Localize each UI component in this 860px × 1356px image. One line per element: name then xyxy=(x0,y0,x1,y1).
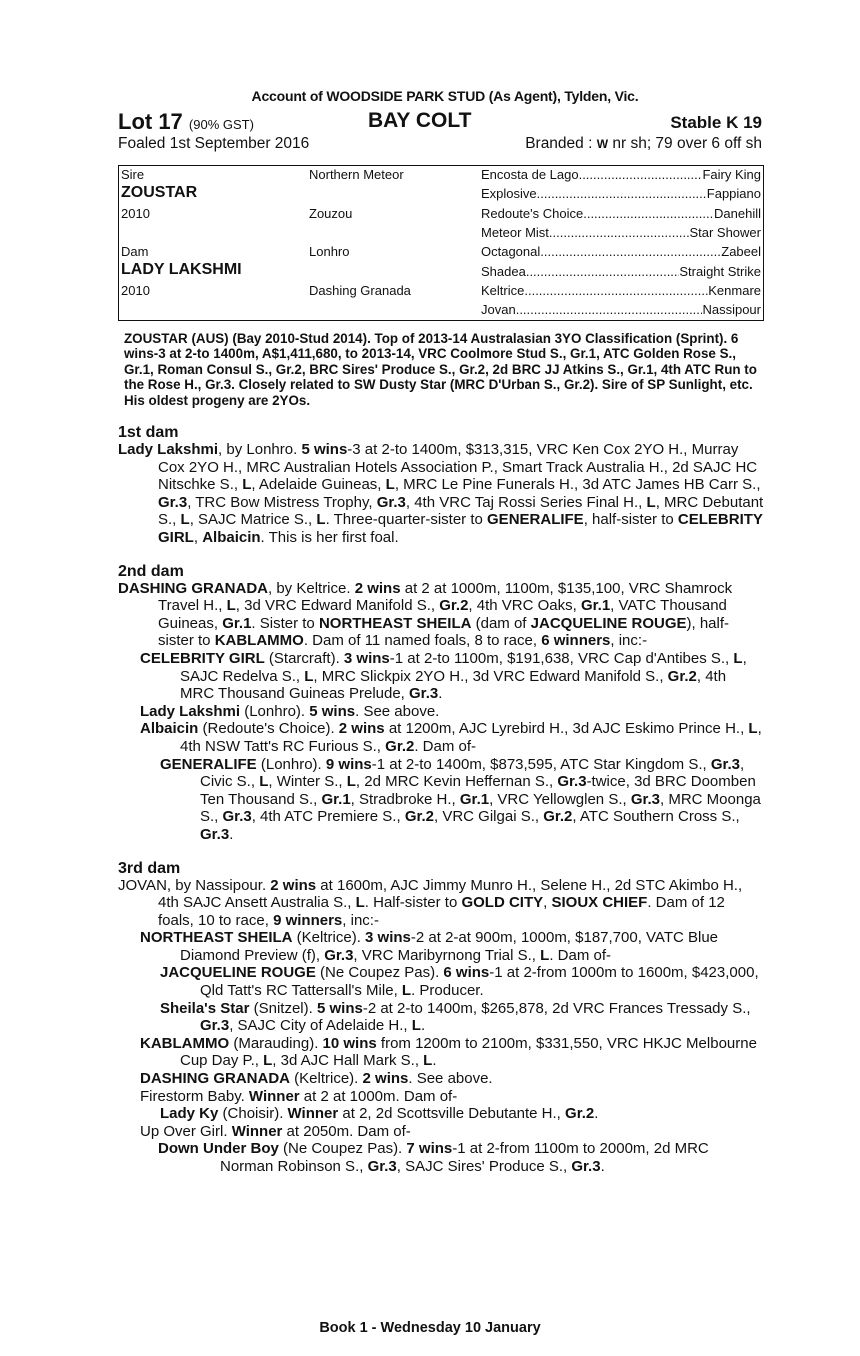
text: (Ne Coupez Pas). xyxy=(315,964,444,982)
text: , Civic S., xyxy=(200,755,745,791)
bold-text: Winner xyxy=(231,1122,283,1140)
text: at 1600m, AJC Jimmy Munro H., Selene H., 2d STC Akimbo H., 4th SAJC Ansett Australia S., xyxy=(158,876,743,912)
bold-text: 3 wins xyxy=(343,649,390,667)
bold-text: Gr.3 xyxy=(630,790,661,808)
sire-name: ZOUSTAR xyxy=(121,184,198,201)
bold-text: Lady Lakshmi xyxy=(140,702,241,720)
bold-text: Down Under Boy xyxy=(158,1140,279,1158)
bold-text: L xyxy=(646,493,656,511)
grandsire-maternal: Lonhro xyxy=(309,244,350,259)
branded-label: Branded : xyxy=(525,135,593,152)
text: at 2 at 1000m. Dam of- xyxy=(299,1087,458,1105)
progeny-entry xyxy=(118,929,764,964)
text: . Sister to xyxy=(251,614,319,632)
bold-text: Gr.1 xyxy=(321,790,351,808)
text: -2 at 2-at 900m, 1000m, $187,700, VATC Blue Diamond Preview (f), xyxy=(180,929,719,964)
bold-text: Gr.1 xyxy=(580,597,611,615)
text: . xyxy=(600,1158,605,1175)
gen3-row: Meteor Mist ..... Star Shower xyxy=(481,225,761,240)
bold-text: Gr.3 xyxy=(324,946,354,964)
bold-text: JACQUELINE ROUGE xyxy=(160,964,316,982)
third-dam-heading: 3rd dam xyxy=(118,859,181,877)
text: , Winter S., xyxy=(268,773,347,791)
brand-info xyxy=(525,135,762,153)
bold-text: 6 wins xyxy=(443,964,490,982)
bold-text: 2 wins xyxy=(354,579,401,597)
text: , Adelaide Guineas, xyxy=(251,476,386,494)
text: , half-sister to xyxy=(583,511,678,529)
text: . Producer. xyxy=(411,982,484,1000)
text: at 2 at 1000m, 1100m, $135,100, VRC Shamrock Travel H., xyxy=(158,579,733,615)
bold-text: L xyxy=(180,511,190,529)
third-dam-entries xyxy=(118,877,764,1176)
bold-text: SIOUX CHIEF xyxy=(551,894,648,912)
progeny-entry xyxy=(118,1000,764,1035)
bold-text: Albaicin xyxy=(202,529,261,546)
catalogue-page xyxy=(118,88,764,1176)
bold-text: L xyxy=(304,667,314,685)
bold-text: GOLD CITY xyxy=(461,894,544,912)
progeny-entry xyxy=(118,1105,764,1123)
text: . xyxy=(432,1052,437,1070)
sire-label: Sire xyxy=(121,167,145,182)
progeny-entry xyxy=(118,720,764,755)
progeny-entry xyxy=(118,1088,764,1106)
text: . Dam of- xyxy=(414,737,477,755)
text: . See above. xyxy=(355,702,440,720)
dam-year: 2010 xyxy=(121,283,150,298)
text: , 4th VRC Oaks, xyxy=(468,597,581,615)
bold-text: NORTHEAST SHEILA xyxy=(140,929,293,947)
bold-text: JACQUELINE ROUGE xyxy=(530,614,687,632)
text: . See above. xyxy=(408,1070,493,1088)
sire-year: 2010 xyxy=(121,206,150,221)
bold-text: Gr.3 xyxy=(158,493,188,511)
bold-text: 2 wins xyxy=(270,876,317,894)
text: , MRC Slickpix 2YO H., 3d VRC Edward Manifold S., xyxy=(313,667,668,685)
bold-text: NORTHEAST SHEILA xyxy=(318,614,472,632)
progeny-entry xyxy=(118,1140,764,1175)
first-dam-section xyxy=(118,424,764,547)
text: at 1200m, AJC Lyrebird H., 3d AJC Eskimo Prince H., xyxy=(384,720,749,738)
bold-text: 2 wins xyxy=(338,720,385,738)
text: (Lonhro). xyxy=(240,702,310,720)
bold-text: 5 wins xyxy=(301,441,348,459)
bold-text: Gr.3 xyxy=(710,755,741,773)
bold-text: 9 wins xyxy=(325,755,372,773)
lot-label: Lot 17 xyxy=(118,109,183,134)
text: , MRC Le Pine Funerals H., 3d ATC James HB Carr S., xyxy=(394,476,761,494)
bold-text: L xyxy=(346,773,356,791)
text: , SAJC Redelva S., xyxy=(180,649,747,685)
text: -twice, 3d BRC Doomben Ten Thousand S., xyxy=(200,773,756,808)
text: -1 at 2-from 1100m to 2000m, 2d MRC Norman Robinson S., xyxy=(220,1140,709,1175)
text: , SAJC Matrice S., xyxy=(189,511,317,529)
text: -1 at 2-from 1000m to 1600m, $423,000, Qld Tatt's RC Tattersall's Mile, xyxy=(200,964,759,1000)
text: (dam of xyxy=(471,614,531,632)
bold-text: L xyxy=(540,946,550,964)
text: (Starcraft). xyxy=(264,649,344,667)
bold-text: DASHING GRANADA xyxy=(140,1070,290,1088)
text: JOVAN, by Nassipour. xyxy=(118,876,271,894)
bold-text: L xyxy=(259,773,269,791)
text: . Half-sister to xyxy=(364,894,462,912)
text: , VATC Thousand Guineas, xyxy=(158,597,727,632)
text: . Dam of- xyxy=(549,946,611,964)
pedigree-table xyxy=(118,165,764,321)
text: from 1200m to 2100m, $331,550, VRC HKJC Melbourne Cup Day P., xyxy=(180,1034,757,1070)
text: , by Lonhro. xyxy=(218,441,302,459)
stable-location: Stable K 19 xyxy=(670,113,762,132)
lot-number xyxy=(118,109,254,135)
text: (Marauding). xyxy=(229,1034,323,1052)
second-dam-section xyxy=(118,563,764,844)
text: , Stradbroke H., xyxy=(350,790,460,808)
dam-label: Dam xyxy=(121,244,149,259)
horse-title: BAY COLT xyxy=(368,109,472,132)
bold-text: Winner xyxy=(287,1105,339,1123)
text: , 4th VRC Taj Rossi Series Final H., xyxy=(405,493,647,511)
bold-text: 10 wins xyxy=(322,1034,377,1052)
bold-text: L xyxy=(748,720,758,738)
text: , inc:- xyxy=(610,632,648,650)
first-dam-heading: 1st dam xyxy=(118,424,179,442)
progeny-entry xyxy=(118,1035,764,1070)
bold-text: Gr.3 xyxy=(409,685,439,703)
text: , 4th NSW Tatt's RC Furious S., xyxy=(180,720,762,755)
progeny-entry xyxy=(118,580,764,650)
gen3-row: Redoute's Choice ..... Danehill xyxy=(481,206,761,221)
grandsire-paternal: Northern Meteor xyxy=(309,167,404,182)
text: , TRC Bow Mistress Trophy, xyxy=(187,493,377,511)
text: , VRC Yellowglen S., xyxy=(489,790,631,808)
bold-text: CELEBRITY GIRL xyxy=(140,649,265,667)
text: , xyxy=(193,529,203,546)
bold-text: L xyxy=(411,1017,421,1035)
progeny-entry xyxy=(118,703,764,721)
gst-note: (90% GST) xyxy=(188,117,254,132)
bold-text: Gr.3 xyxy=(557,773,587,791)
dam-name: LADY LAKSHMI xyxy=(121,261,242,278)
text: . xyxy=(438,685,443,703)
text: , VRC Maribyrnong Trial S., xyxy=(353,946,541,964)
text: . xyxy=(594,1105,599,1123)
bold-text: L xyxy=(263,1052,273,1070)
text: , inc:- xyxy=(342,911,379,929)
bold-text: Gr.3 xyxy=(376,493,406,511)
bold-text: L xyxy=(355,894,365,912)
bold-text: Albaicin xyxy=(140,720,199,738)
bold-text: 7 wins xyxy=(406,1140,453,1158)
text: , SAJC City of Adelaide H., xyxy=(229,1017,412,1035)
text: Firestorm Baby. xyxy=(140,1087,249,1105)
text: , MRC Moonga S., xyxy=(200,790,761,826)
text: (Keltrice). xyxy=(292,929,366,947)
text: -2 at 2-to 1400m, $265,878, 2d VRC Frances Tressady S., xyxy=(362,999,751,1017)
bold-text: GENERALIFE xyxy=(160,755,257,773)
third-dam-section xyxy=(118,860,764,1176)
foaled-date: Foaled 1st September 2016 xyxy=(118,135,310,152)
bold-text: L xyxy=(242,476,252,494)
bold-text: Gr.3 xyxy=(367,1158,397,1175)
bold-text: L xyxy=(226,597,236,615)
bold-text: L xyxy=(385,476,395,494)
progeny-entry xyxy=(118,964,764,999)
bold-text: Lady Ky xyxy=(160,1105,219,1123)
gen3-row: Shadea ..... Straight Strike xyxy=(481,264,761,279)
sire-summary: ZOUSTAR (AUS) (Bay 2010-Stud 2014). Top of 2013-14 Australasian 3YO Classification (Sprint). 6 wins-3 at 2-to 1400m, A$1,411,680, to 2013-14, VRC Coolmore Stud S., Gr.1, ATC Golden Rose S., Gr.1, Roman Consul S., Gr.2, BRC Sires' Produce S., Gr.2, 2d BRC JJ Atkins S., Gr.1, 4th ATC Run to the Rose H., Gr.3. Closely related to SW Dusty Star (MRC D'Urban S., Gr.2). Sire of SP Sunlight, etc. His oldest progeny are 2YOs. xyxy=(124,331,757,408)
bold-text: Gr.2 xyxy=(385,737,415,755)
gen3-row: Keltrice ..... Kenmare xyxy=(481,283,761,298)
progeny-entry xyxy=(118,1123,764,1141)
second-dam-heading: 2nd dam xyxy=(118,562,184,580)
text: -3 at 2-to 1400m, $313,315, VRC Ken Cox 2YO H., Murray Cox 2YO H., MRC Australian Hotels Association P., Smart Track Australia H., 2d SAJC HC Nitschke S., xyxy=(158,441,758,494)
bold-text: DASHING GRANADA xyxy=(118,579,268,597)
bold-text: Gr.2 xyxy=(439,597,469,615)
text: , xyxy=(543,894,552,912)
bold-text: Gr.1 xyxy=(459,790,490,808)
bold-text: CELEBRITY GIRL xyxy=(158,511,763,546)
text: (Lonhro). xyxy=(256,755,326,773)
gen3-row: Explosive ..... Fappiano xyxy=(481,186,761,201)
bold-text: Gr.2 xyxy=(667,667,697,685)
text: , 3d AJC Hall Mark S., xyxy=(272,1052,424,1070)
brand-mark-icon: W xyxy=(596,137,609,151)
bold-text: 3 wins xyxy=(365,929,411,947)
text: (Redoute's Choice). xyxy=(198,720,339,738)
progeny-entry xyxy=(118,756,764,844)
bold-text: L xyxy=(316,511,326,529)
bold-text: L xyxy=(401,982,412,1000)
text: , ATC Southern Cross S., xyxy=(572,808,740,826)
text: (Snitzel). xyxy=(249,999,317,1017)
text: , 2d MRC Kevin Heffernan S., xyxy=(355,773,558,791)
text: . xyxy=(420,1017,426,1035)
text: (Keltrice). xyxy=(290,1070,363,1088)
brand-details: nr sh; 79 over 6 off sh xyxy=(612,135,762,152)
gen3-row: Octagonal ..... Zabeel xyxy=(481,244,761,259)
bold-text: Gr.3 xyxy=(200,1017,230,1035)
text: at 2050m. Dam of- xyxy=(282,1122,411,1140)
bold-text: 5 wins xyxy=(309,702,356,720)
lot-row xyxy=(118,109,764,135)
bold-text: Lady Lakshmi xyxy=(118,441,219,459)
text: (Ne Coupez Pas). xyxy=(278,1140,407,1158)
text: . Dam of 11 named foals, 8 to race, xyxy=(303,632,542,650)
bold-text: GENERALIFE xyxy=(487,511,584,529)
text: , MRC Debutant S., xyxy=(158,493,764,529)
bold-text: KABLAMMO xyxy=(214,632,304,650)
bold-text: 6 winners xyxy=(541,632,611,650)
text: ), half-sister to xyxy=(158,614,730,650)
text: (Choisir). xyxy=(218,1105,288,1123)
text: , by Keltrice. xyxy=(268,579,355,597)
vendor-account: Account of WOODSIDE PARK STUD (As Agent), Tylden, Vic. xyxy=(251,88,639,104)
gen3-row: Encosta de Lago ..... Fairy King xyxy=(481,167,761,182)
progeny-entry xyxy=(118,1070,764,1088)
bold-text: Gr.3 xyxy=(200,825,230,843)
page-footer: Book 1 - Wednesday 10 January xyxy=(319,1320,541,1336)
bold-text: Sheila's Star xyxy=(160,999,250,1017)
bold-text: Gr.2 xyxy=(565,1105,595,1123)
bold-text: L xyxy=(733,649,743,667)
bold-text: L xyxy=(423,1052,433,1070)
bold-text: Gr.3 xyxy=(571,1158,601,1175)
text: , SAJC Sires' Produce S., xyxy=(396,1158,572,1175)
foaling-row xyxy=(118,135,764,155)
bold-text: Winner xyxy=(248,1087,300,1105)
text: , 3d VRC Edward Manifold S., xyxy=(235,597,440,615)
granddam-maternal: Dashing Granada xyxy=(309,283,411,298)
text: , 4th MRC Thousand Guineas Prelude, xyxy=(180,667,727,703)
text: . Three-quarter-sister to xyxy=(325,511,488,529)
bold-text: 2 wins xyxy=(362,1070,409,1088)
bold-text: Gr.2 xyxy=(404,808,434,826)
text: , VRC Gilgai S., xyxy=(434,808,544,826)
bold-text: Gr.2 xyxy=(543,808,573,826)
gen3-row: Jovan ..... Nassipour xyxy=(481,302,761,317)
progeny-entry xyxy=(118,877,764,930)
bold-text: Gr.3 xyxy=(222,808,252,826)
bold-text: 5 wins xyxy=(316,999,363,1017)
text: , 4th ATC Premiere S., xyxy=(251,808,405,826)
second-dam-entries xyxy=(118,580,764,844)
granddam-paternal: Zouzou xyxy=(309,206,353,221)
bold-text: KABLAMMO xyxy=(140,1034,230,1052)
text: . This is her first foal. xyxy=(260,529,399,546)
text: at 2, 2d Scottsville Debutante H., xyxy=(338,1105,566,1123)
first-dam-entry xyxy=(118,441,764,547)
text: -1 at 2-to 1100m, $191,638, VRC Cap d'Antibes S., xyxy=(389,649,734,667)
text: Up Over Girl. xyxy=(140,1122,232,1140)
text: -1 at 2-to 1400m, $873,595, ATC Star Kingdom S., xyxy=(371,755,711,773)
text: . xyxy=(229,825,234,843)
progeny-entry xyxy=(118,650,764,703)
bold-text: 9 winners xyxy=(273,911,343,929)
bold-text: Gr.1 xyxy=(222,614,252,632)
text: . Dam of 12 foals, 10 to race, xyxy=(158,894,725,929)
